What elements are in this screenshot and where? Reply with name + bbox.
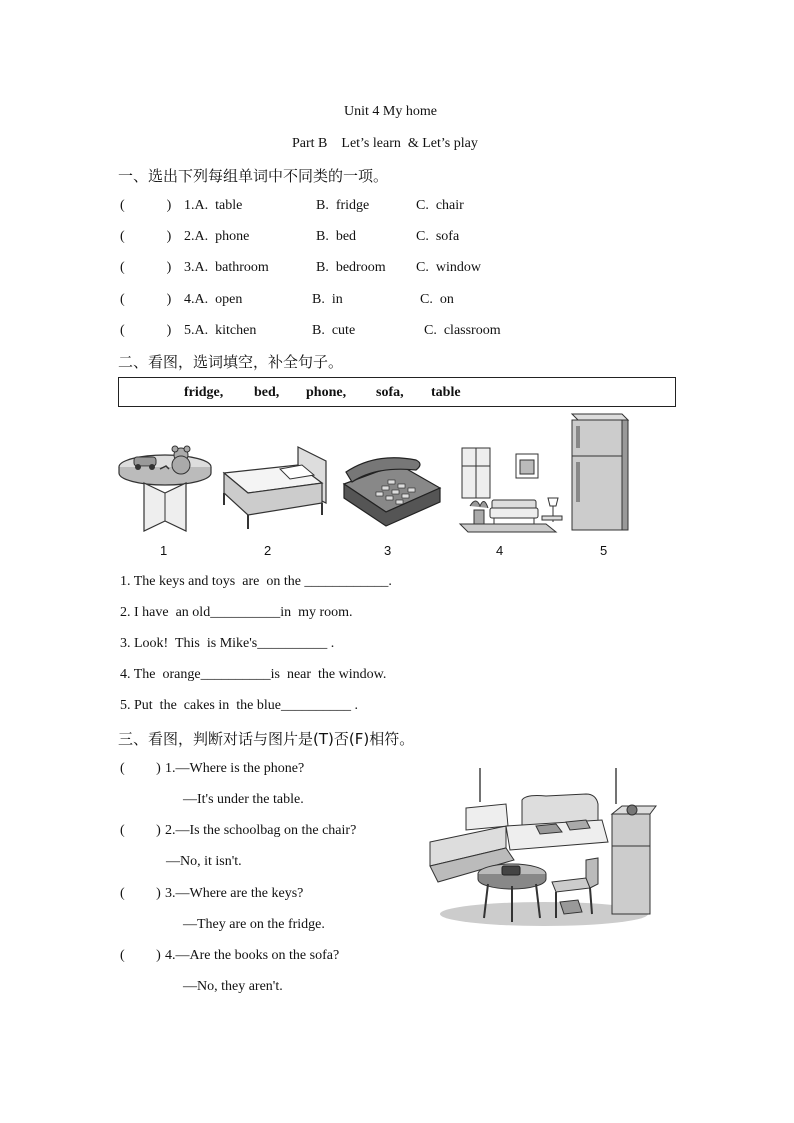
word-bank-item: table: [431, 385, 461, 400]
fill-sentence[interactable]: 2. I have an old__________in my room.: [120, 605, 353, 620]
answer-paren[interactable]: ( ): [120, 823, 161, 838]
answer-paren[interactable]: ( ): [120, 761, 161, 776]
fridge-picture: [568, 410, 630, 534]
option-a: 3.A. bathroom: [184, 260, 269, 275]
option-b: B. cute: [312, 323, 356, 338]
word-bank-item: bed,: [254, 385, 280, 400]
option-b: B. bedroom: [316, 260, 386, 275]
answer-paren[interactable]: ( ): [120, 323, 172, 338]
word-bank-item: fridge,: [184, 385, 224, 400]
picture-number: 3: [384, 543, 392, 558]
picture-number: 2: [264, 543, 272, 558]
option-b: B. in: [312, 292, 343, 307]
word-bank-item: sofa,: [376, 385, 404, 400]
answer-paren[interactable]: ( ): [120, 198, 172, 213]
option-c: C. on: [420, 292, 454, 307]
option-b: B. fridge: [316, 198, 370, 213]
answer-text: —It's under the table.: [183, 792, 304, 807]
word-bank: [118, 377, 676, 407]
answer-text: —No, it isn't.: [166, 854, 242, 869]
option-c: C. sofa: [416, 229, 460, 244]
answer-paren[interactable]: ( ): [120, 948, 161, 963]
option-a: 4.A. open: [184, 292, 243, 307]
answer-paren[interactable]: ( ): [120, 886, 161, 901]
question-text: 2.—Is the schoolbag on the chair?: [165, 823, 357, 838]
option-a: 2.A. phone: [184, 229, 250, 244]
answer-text: —They are on the fridge.: [183, 917, 325, 932]
picture-number: 4: [496, 543, 504, 558]
picture-number: 5: [600, 543, 608, 558]
fill-sentence[interactable]: 4. The orange__________is near the window.: [120, 667, 387, 682]
section3-heading: 三、看图，判断对话与图片是(T)否(F)相符。: [118, 730, 415, 748]
fill-sentence[interactable]: 3. Look! This is Mike's__________ .: [120, 636, 335, 651]
option-c: C. classroom: [424, 323, 501, 338]
option-c: C. window: [416, 260, 481, 275]
table-picture: [116, 445, 214, 535]
answer-paren[interactable]: ( ): [120, 292, 172, 307]
section2-heading: 二、看图，选词填空，补全句子。: [118, 353, 344, 371]
answer-text: —No, they aren't.: [183, 979, 283, 994]
answer-paren[interactable]: ( ): [120, 260, 172, 275]
option-b: B. bed: [316, 229, 357, 244]
phone-picture: [336, 450, 444, 532]
page-subtitle: Part B Let’s learn & Let’s play: [292, 136, 478, 151]
option-a: 1.A. table: [184, 198, 243, 213]
fill-sentence[interactable]: 5. Put the cakes in the blue__________ .: [120, 698, 358, 713]
fill-sentence[interactable]: 1. The keys and toys are on the ____________.: [120, 574, 392, 589]
option-a: 5.A. kitchen: [184, 323, 257, 338]
room-picture: [426, 764, 662, 928]
bed-picture: [218, 443, 330, 533]
section1-heading: 一、选出下列每组单词中不同类的一项。: [118, 167, 389, 185]
sofa-picture: [456, 446, 568, 534]
page-title: Unit 4 My home: [344, 104, 437, 119]
question-text: 1.—Where is the phone?: [165, 761, 305, 776]
word-bank-item: phone,: [306, 385, 347, 400]
answer-paren[interactable]: ( ): [120, 229, 172, 244]
question-text: 3.—Where are the keys?: [165, 886, 304, 901]
picture-number: 1: [160, 543, 168, 558]
question-text: 4.—Are the books on the sofa?: [165, 948, 340, 963]
option-c: C. chair: [416, 198, 464, 213]
